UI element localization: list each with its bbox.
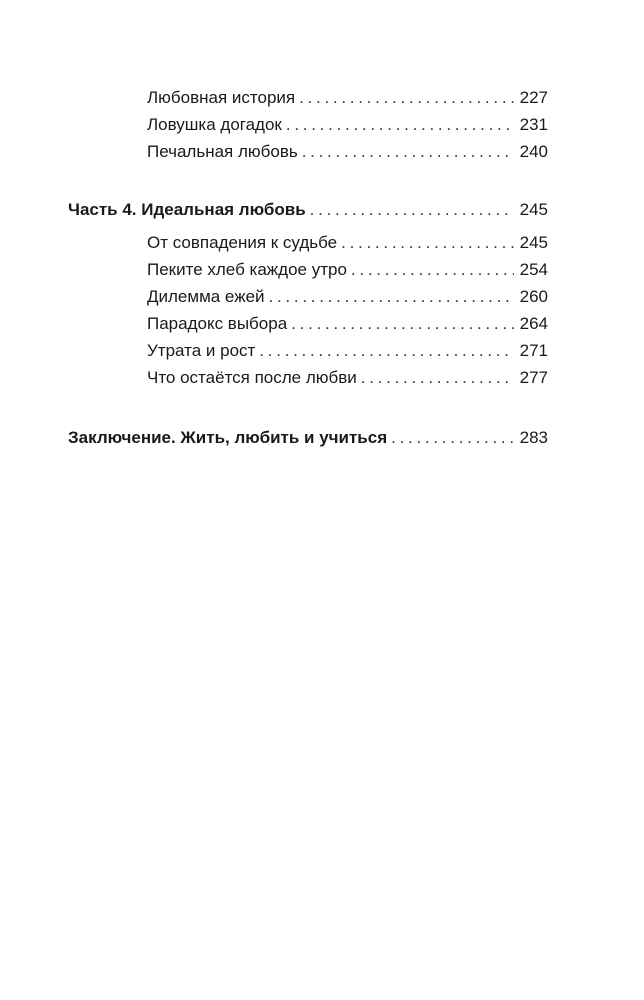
toc-entry-page: 240 <box>519 142 548 161</box>
toc-entry-page: 227 <box>519 88 548 107</box>
toc-entry <box>147 87 548 109</box>
toc-entry <box>147 286 548 308</box>
toc-entry-title: Что остаётся после любви <box>147 368 357 387</box>
toc-conclusion-title: Заключение. Жить, любить и учиться <box>68 428 388 447</box>
toc-entry-page: 231 <box>519 115 548 134</box>
toc-entry <box>147 232 548 254</box>
toc-entry <box>147 367 548 389</box>
toc-entry-title: Дилемма ежей <box>147 287 265 306</box>
dot-leader <box>361 367 514 389</box>
toc-entry <box>147 340 548 362</box>
dot-leader <box>259 340 513 362</box>
toc-entry-page: 254 <box>519 260 548 279</box>
toc-entry-title: Любовная история <box>147 88 296 107</box>
dot-leader <box>310 199 514 221</box>
dot-leader <box>391 427 514 449</box>
toc-entry <box>147 259 548 281</box>
toc-entry-title: Пеките хлеб каждое утро <box>147 260 347 279</box>
toc-entry-title: Печальная любовь <box>147 142 298 161</box>
dot-leader <box>351 259 514 281</box>
toc-entry <box>147 141 548 163</box>
toc-entry-page: 277 <box>519 368 548 387</box>
toc-part-page: 245 <box>519 200 548 219</box>
toc-entry-title: Парадокс выбора <box>147 314 288 333</box>
toc-conclusion-page: 283 <box>519 428 548 447</box>
toc-entry-title: От совпадения к судьбе <box>147 233 338 252</box>
toc-entry-page: 245 <box>519 233 548 252</box>
dot-leader <box>269 286 514 308</box>
dot-leader <box>341 232 513 254</box>
toc-part-heading <box>68 199 548 221</box>
toc-entry <box>147 313 548 335</box>
toc-entry <box>147 114 548 136</box>
dot-leader <box>291 313 513 335</box>
toc-entry-title: Ловушка догадок <box>147 115 282 134</box>
dot-leader <box>299 87 514 109</box>
toc-part-title: Часть 4. Идеальная любовь <box>68 200 306 219</box>
toc-entry-page: 271 <box>519 341 548 360</box>
toc-entry-page: 264 <box>519 314 548 333</box>
toc-conclusion-heading <box>68 427 548 449</box>
dot-leader <box>302 141 514 163</box>
dot-leader <box>286 114 514 136</box>
toc-entry-page: 260 <box>519 287 548 306</box>
toc-entry-title: Утрата и рост <box>147 341 256 360</box>
